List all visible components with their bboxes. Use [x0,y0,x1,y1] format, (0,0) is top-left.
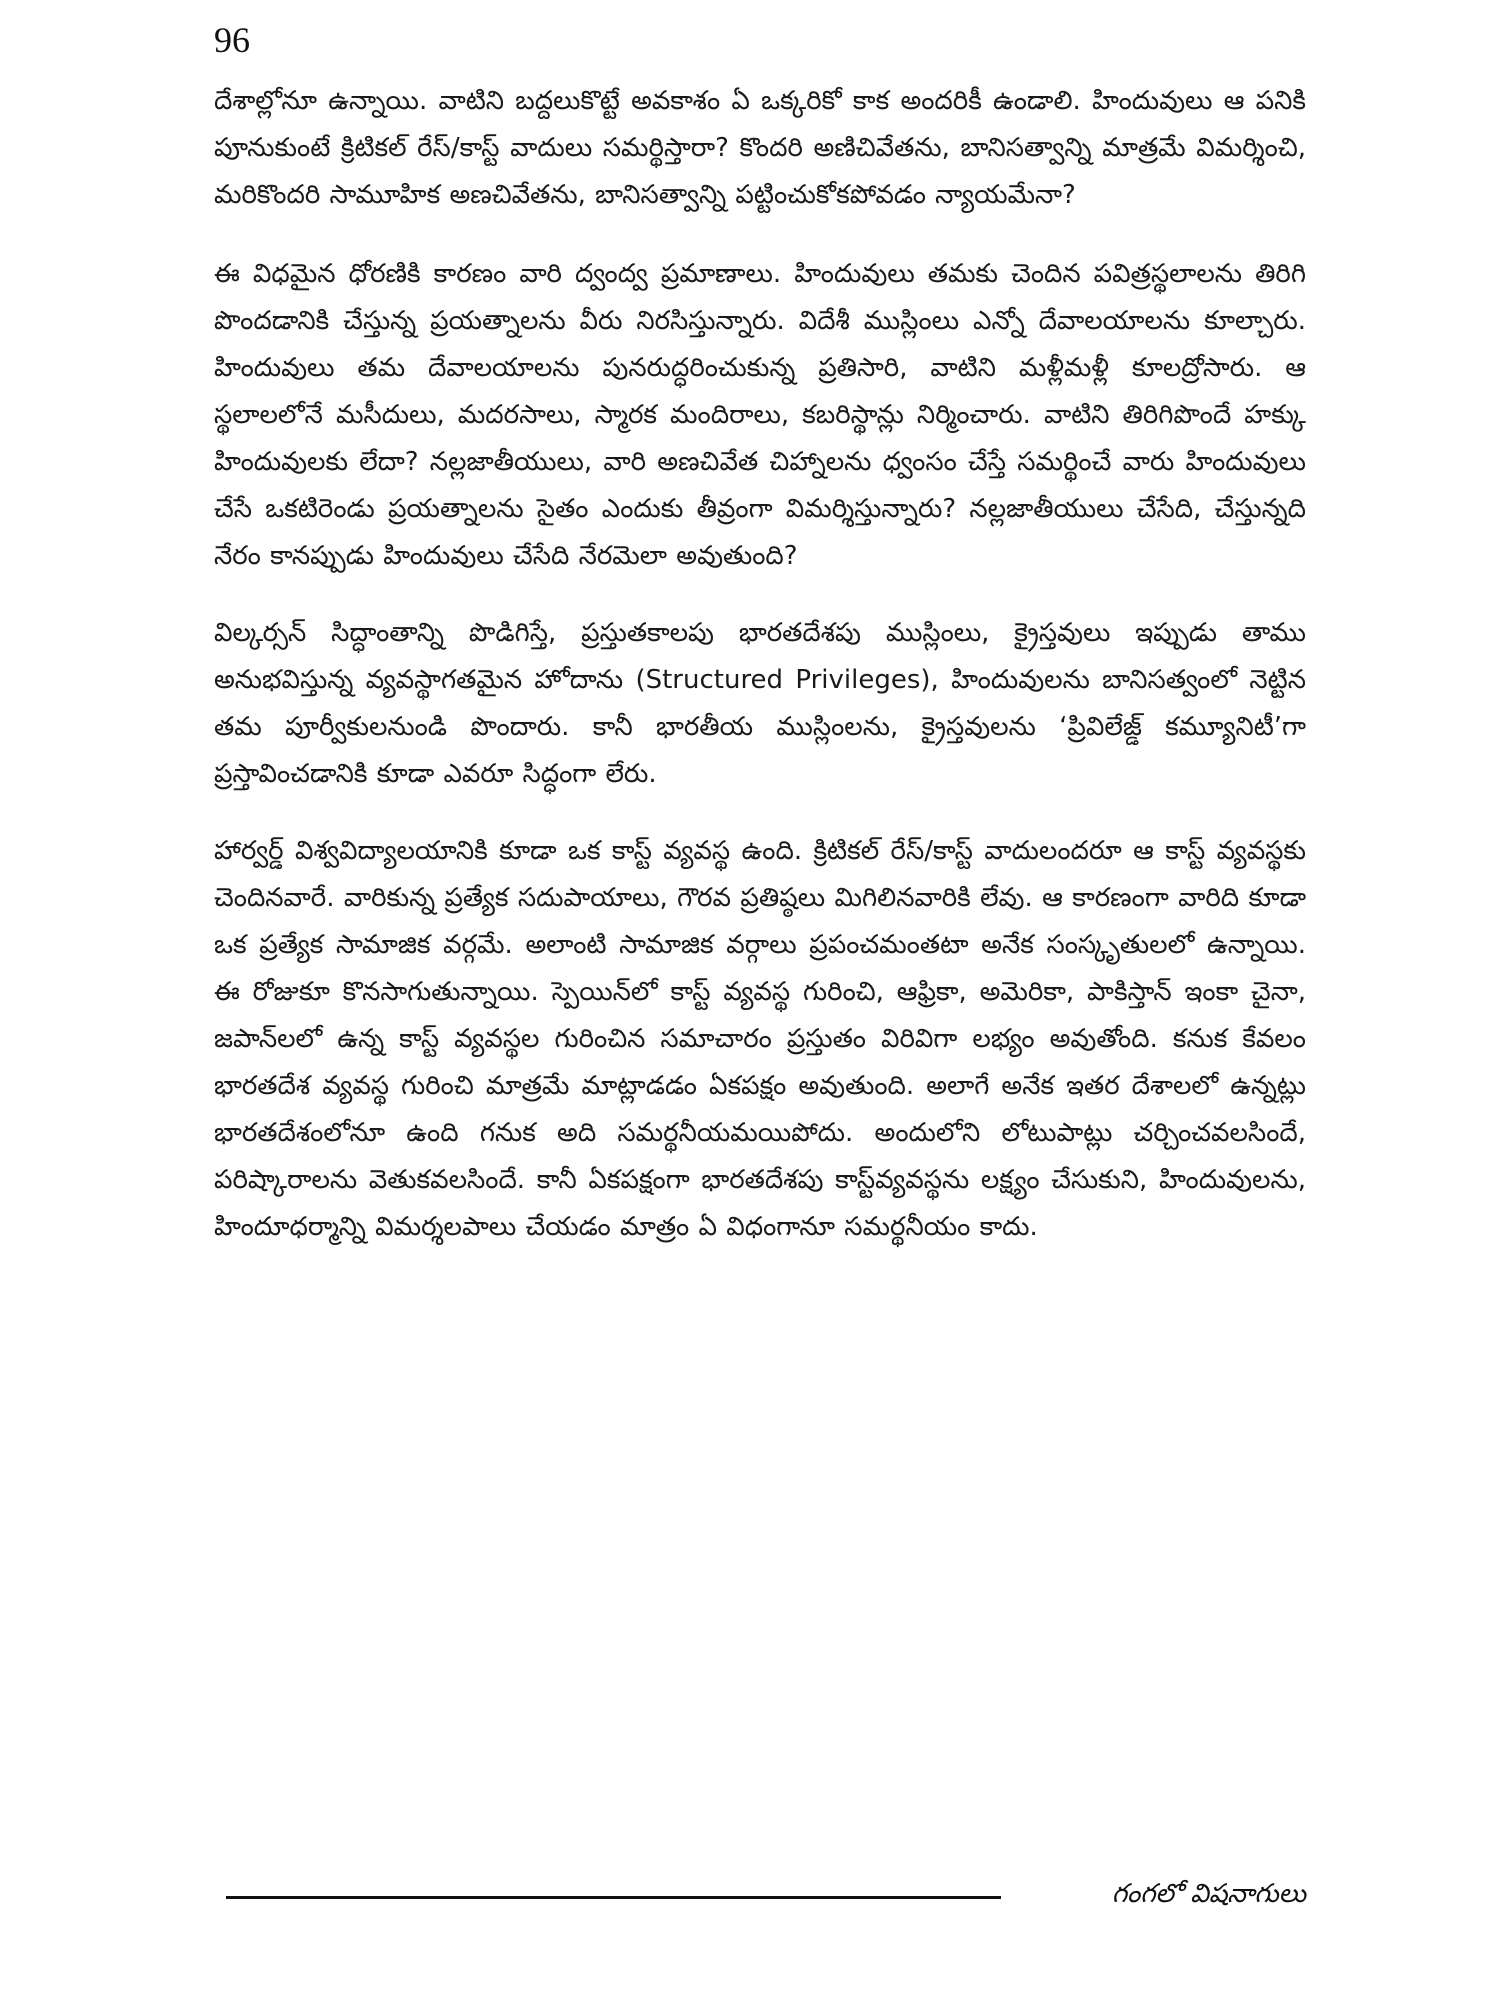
paragraph-1: దేశాల్లోనూ ఉన్నాయి. వాటిని బద్దలుకొట్టే అవకాశం ఏ ఒక్కరికో కాక అందరికీ ఉండాలి. హిందువులు ఆ పనికి పూనుకుంటే క్రిటికల్ రేస్/కాస్ట్ వాదులు సమర్థిస్తారా? కొందరి అణిచివేతను, బానిసత్వాన్ని మాత్రమే విమర్శించి, మరికొందరి సామూహిక అణచివేతను, బానిసత్వాన్ని పట్టించుకోకపోవడం న్యాయమేనా? [214,86,1306,210]
footer-book-title: గంగలో విషనాగులు [1111,1879,1306,1909]
paragraph-3: విల్కర్సన్ సిద్ధాంతాన్ని పొడిగిస్తే, ప్రస్తుతకాలపు భారతదేశపు ముస్లింలు, క్రైస్తవులు ఇప్పుడు తాము అనుభవిస్తున్న వ్యవస్థాగతమైన హోదాను (Structured Privileges), హిందువులను బానిసత్వంలో నెట్టిన తమ పూర్వీకులనుండి పొందారు. కానీ భారతీయ ముస్లింలను, క్రైస్తవులను ‘ప్రివిలేజ్డ్ కమ్యూనిటీ’గా ప్రస్తావించడానికి కూడా ఎవరూ సిద్ధంగా లేరు. [214,618,1306,789]
page-footer [226,1874,1306,1914]
paragraph-4: హార్వర్డ్ విశ్వవిద్యాలయానికి కూడా ఒక కాస్ట్ వ్యవస్థ ఉంది. క్రిటికల్ రేస్/కాస్ట్ వాదులందరూ ఆ కాస్ట్ వ్యవస్థకు చెందినవారే. వారికున్న ప్రత్యేక సదుపాయాలు, గౌరవ ప్రతిష్ఠలు మిగిలినవారికి లేవు. ఆ కారణంగా వారిది కూడా ఒక ప్రత్యేక సామాజిక వర్గమే. అలాంటి సామాజిక వర్గాలు ప్రపంచమంతటా అనేక సంస్కృతులలో ఉన్నాయి. ఈ రోజుకూ కొనసాగుతున్నాయి. స్పెయిన్‌లో కాస్ట్ వ్యవస్థ గురించి, ఆఫ్రికా, అమెరికా, పాకిస్తాన్ ఇంకా చైనా, జపాన్‌లలో ఉన్న కాస్ట్ వ్యవస్థల గురించిన సమాచారం ప్రస్తుతం విరివిగా లభ్యం అవుతోంది. కనుక కేవలం భారతదేశ వ్యవస్థ గురించి మాత్రమే మాట్లాడడం ఏకపక్షం అవుతుంది. అలాగే అనేక ఇతర దేశాలలో ఉన్నట్లు భారతదేశంలోనూ ఉంది గనుక అది సమర్థనీయమయిపోదు. అందులోని లోటుపాట్లు చర్చించవలసిందే, పరిష్కారాలను వెతుకవలసిందే. కానీ ఏకపక్షంగా భారతదేశపు కాస్ట్‌వ్యవస్థను లక్ష్యం చేసుకుని, హిందువులను, హిందూధర్మాన్ని విమర్శలపాలు చేయడం మాత్రం ఏ విధంగానూ సమర్థనీయం కాదు. [214,836,1306,1242]
footer-divider [226,1896,1001,1899]
body-text [214,78,1306,1281]
paragraph-2: ఈ విధమైన ధోరణికి కారణం వారి ద్వంద్వ ప్రమాణాలు. హిందువులు తమకు చెందిన పవిత్రస్థలాలను తిరిగి పొందడానికి చేస్తున్న ప్రయత్నాలను వీరు నిరసిస్తున్నారు. విదేశీ ముస్లింలు ఎన్నో దేవాలయాలను కూల్చారు. హిందువులు తమ దేవాలయాలను పునరుద్ధరించుకున్న ప్రతిసారి, వాటిని మళ్లీమళ్లీ కూలద్రోసారు. ఆ స్థలాలలోనే మసీదులు, మదరసాలు, స్మారక మందిరాలు, కబరిస్థాన్లు నిర్మించారు. వాటిని తిరిగిపొందే హక్కు హిందువులకు లేదా? నల్లజాతీయులు, వారి అణచివేత చిహ్నాలను ధ్వంసం చేస్తే సమర్థించే వారు హిందువులు చేసే ఒకటిరెండు ప్రయత్నాలను సైతం ఎందుకు తీవ్రంగా విమర్శిస్తున్నారు? నల్లజాతీయులు చేసేది, చేస్తున్నది నేరం కానప్పుడు హిందువులు చేసేది నేరమెలా అవుతుంది? [214,259,1306,571]
page-number: 96 [214,20,250,60]
